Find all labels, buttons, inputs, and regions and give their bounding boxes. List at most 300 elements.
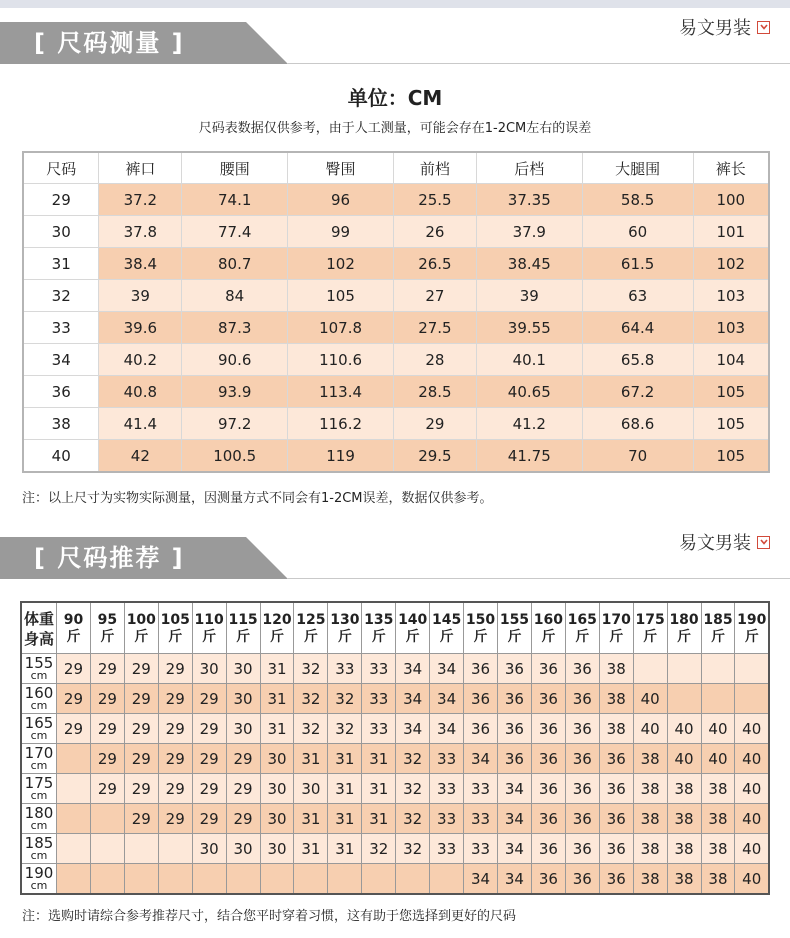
weight-unit: 斤 — [134, 629, 149, 645]
measure-cell: 40.1 — [476, 344, 582, 376]
size-recommend-table — [20, 601, 770, 895]
weight-unit: 斤 — [66, 629, 81, 645]
size-cell: 33 — [430, 744, 464, 774]
size-cell: 36 — [497, 654, 531, 684]
size-cell: 38 — [599, 684, 633, 714]
size-cell: 38 — [701, 804, 735, 834]
weight-unit: 斤 — [643, 629, 658, 645]
size-cell: 29 — [226, 744, 260, 774]
measure-cell: 119 — [288, 440, 394, 473]
size-cell: 29 — [57, 654, 91, 684]
measure-cell: 39 — [99, 280, 182, 312]
size-cell: 36 — [497, 744, 531, 774]
measure-cell: 29 — [393, 408, 476, 440]
table-row — [21, 804, 769, 834]
corner-height-label: 身高 — [23, 630, 54, 648]
weight-value: 125 — [296, 612, 326, 628]
measure-cell: 39 — [476, 280, 582, 312]
size-cell — [57, 834, 91, 864]
measure-cell: 80.7 — [182, 248, 288, 280]
brand-name: 易文男装 — [679, 533, 751, 554]
size-cell: 36 — [531, 834, 565, 864]
size-cell: 36 — [531, 864, 565, 895]
weight-header — [497, 602, 531, 654]
column-header: 大腿围 — [582, 152, 693, 184]
size-cell: 36 — [464, 654, 498, 684]
size-cell: 30 — [23, 216, 99, 248]
measure-cell: 100.5 — [182, 440, 288, 473]
weight-value: 130 — [330, 612, 360, 628]
measure-cell: 37.8 — [99, 216, 182, 248]
size-cell: 32 — [396, 834, 430, 864]
weight-header — [396, 602, 430, 654]
size-cell: 30 — [260, 774, 294, 804]
size-cell: 32 — [328, 684, 362, 714]
size-cell: 40 — [701, 744, 735, 774]
size-cell: 38 — [701, 834, 735, 864]
height-cell — [21, 714, 57, 744]
size-cell — [362, 864, 396, 895]
size-cell: 38 — [633, 864, 667, 895]
weight-value: 100 — [126, 612, 156, 628]
height-unit: cm — [30, 668, 48, 682]
table-row — [21, 684, 769, 714]
weight-unit: 斤 — [269, 629, 284, 645]
table-row — [23, 440, 769, 473]
size-cell: 33 — [362, 684, 396, 714]
weight-value: 90 — [63, 612, 84, 628]
measure-cell: 42 — [99, 440, 182, 473]
size-cell: 29 — [158, 804, 192, 834]
size-cell: 29 — [124, 744, 158, 774]
size-cell: 31 — [294, 744, 328, 774]
size-cell: 32 — [362, 834, 396, 864]
size-cell: 31 — [294, 804, 328, 834]
size-cell — [667, 654, 701, 684]
weight-value: 95 — [97, 612, 118, 628]
brand-label — [679, 14, 770, 40]
measure-cell: 64.4 — [582, 312, 693, 344]
measure-cell: 101 — [693, 216, 769, 248]
weight-unit: 斤 — [236, 629, 251, 645]
weight-header — [362, 602, 396, 654]
size-cell — [90, 804, 124, 834]
measure-cell: 27 — [393, 280, 476, 312]
height-value: 175 — [24, 773, 54, 792]
size-cell — [328, 864, 362, 895]
size-cell: 31 — [328, 774, 362, 804]
size-cell: 34 — [430, 654, 464, 684]
size-cell: 33 — [430, 804, 464, 834]
size-cell: 36 — [565, 804, 599, 834]
height-unit: cm — [30, 758, 48, 772]
size-cell: 36 — [565, 864, 599, 895]
size-cell: 40 — [735, 774, 769, 804]
weight-unit: 斤 — [677, 629, 692, 645]
size-cell — [57, 774, 91, 804]
size-cell: 30 — [226, 684, 260, 714]
weight-value: 185 — [703, 612, 733, 628]
table-row — [21, 744, 769, 774]
height-unit: cm — [30, 728, 48, 742]
weight-value: 115 — [228, 612, 258, 628]
size-cell: 29 — [90, 744, 124, 774]
size-cell: 36 — [531, 714, 565, 744]
weight-unit: 斤 — [541, 629, 556, 645]
weight-value: 190 — [737, 612, 767, 628]
measure-cell: 41.4 — [99, 408, 182, 440]
measure-cell: 40.65 — [476, 376, 582, 408]
weight-value: 140 — [398, 612, 428, 628]
size-cell — [158, 864, 192, 895]
size-cell: 31 — [328, 834, 362, 864]
table-row — [21, 654, 769, 684]
size-cell: 31 — [328, 744, 362, 774]
weight-unit: 斤 — [609, 629, 624, 645]
measure-cell: 74.1 — [182, 184, 288, 216]
size-cell: 36 — [599, 864, 633, 895]
corner-weight-label: 体重 — [23, 610, 54, 628]
unit-title: 单位：CM — [347, 86, 443, 110]
size-cell: 36 — [599, 744, 633, 774]
size-cell: 29 — [192, 744, 226, 774]
size-cell: 32 — [396, 744, 430, 774]
weight-header — [328, 602, 362, 654]
weight-unit: 斤 — [473, 629, 488, 645]
height-value: 180 — [24, 803, 54, 822]
size-cell: 32 — [396, 804, 430, 834]
height-cell — [21, 774, 57, 804]
size-cell: 33 — [464, 834, 498, 864]
size-cell — [57, 744, 91, 774]
size-cell: 31 — [260, 654, 294, 684]
size-cell: 38 — [633, 804, 667, 834]
weight-unit: 斤 — [202, 629, 217, 645]
size-cell: 31 — [294, 834, 328, 864]
measure-cell: 97.2 — [182, 408, 288, 440]
table-row — [23, 344, 769, 376]
height-value: 155 — [24, 653, 54, 672]
size-cell — [396, 864, 430, 895]
weight-header — [430, 602, 464, 654]
weight-header — [158, 602, 192, 654]
measure-cell: 103 — [693, 312, 769, 344]
size-cell: 30 — [192, 654, 226, 684]
measure-cell: 60 — [582, 216, 693, 248]
measure-cell: 28 — [393, 344, 476, 376]
size-cell: 36 — [464, 714, 498, 744]
measure-cell: 40.2 — [99, 344, 182, 376]
weight-value: 110 — [194, 612, 224, 628]
size-cell: 34 — [23, 344, 99, 376]
size-cell: 30 — [192, 834, 226, 864]
column-header: 裤长 — [693, 152, 769, 184]
measure-cell: 41.75 — [476, 440, 582, 473]
size-cell: 29 — [57, 714, 91, 744]
size-cell: 36 — [565, 684, 599, 714]
weight-header — [667, 602, 701, 654]
height-unit: cm — [30, 818, 48, 832]
size-cell: 38 — [667, 774, 701, 804]
size-cell: 29 — [90, 774, 124, 804]
measure-cell: 38.4 — [99, 248, 182, 280]
size-cell: 29 — [192, 714, 226, 744]
height-cell — [21, 654, 57, 684]
size-cell: 30 — [260, 804, 294, 834]
size-cell: 36 — [565, 744, 599, 774]
weight-unit: 斤 — [710, 629, 725, 645]
measure-cell: 107.8 — [288, 312, 394, 344]
banner-rule — [288, 578, 790, 579]
size-cell: 29 — [158, 714, 192, 744]
size-cell: 40 — [735, 714, 769, 744]
size-cell — [667, 684, 701, 714]
size-cell: 30 — [260, 834, 294, 864]
measure-cell: 28.5 — [393, 376, 476, 408]
weight-value: 135 — [364, 612, 394, 628]
size-cell: 36 — [23, 376, 99, 408]
size-cell: 29 — [158, 684, 192, 714]
size-cell — [158, 834, 192, 864]
size-cell: 36 — [531, 684, 565, 714]
section-title-recommend: [ 尺码推荐 ] — [34, 544, 185, 572]
size-cell: 29 — [23, 184, 99, 216]
size-cell: 34 — [497, 834, 531, 864]
size-cell: 36 — [464, 684, 498, 714]
section-title-measure: [ 尺码测量 ] — [34, 29, 185, 57]
weight-unit: 斤 — [337, 629, 352, 645]
measure-cell: 39.55 — [476, 312, 582, 344]
measure-cell: 77.4 — [182, 216, 288, 248]
height-unit: cm — [30, 848, 48, 862]
size-cell: 38 — [701, 864, 735, 895]
measure-note: 注：以上尺寸为实物实际测量，因测量方式不同会有1-2CM误差，数据仅供参考。 — [22, 491, 493, 506]
measure-cell: 61.5 — [582, 248, 693, 280]
size-cell — [192, 864, 226, 895]
size-cell: 31 — [23, 248, 99, 280]
measure-cell: 39.6 — [99, 312, 182, 344]
measure-cell: 37.35 — [476, 184, 582, 216]
weight-header — [633, 602, 667, 654]
size-cell — [735, 684, 769, 714]
size-cell: 29 — [90, 684, 124, 714]
weight-value: 160 — [533, 612, 563, 628]
size-measure-table — [22, 151, 770, 473]
measure-cell: 63 — [582, 280, 693, 312]
weight-header — [192, 602, 226, 654]
size-cell: 40 — [23, 440, 99, 473]
size-cell: 34 — [464, 744, 498, 774]
weight-unit: 斤 — [575, 629, 590, 645]
size-cell: 31 — [260, 684, 294, 714]
size-cell: 36 — [531, 654, 565, 684]
weight-unit: 斤 — [744, 629, 759, 645]
weight-unit: 斤 — [371, 629, 386, 645]
size-cell: 29 — [90, 654, 124, 684]
size-cell: 33 — [430, 774, 464, 804]
weight-header — [599, 602, 633, 654]
size-cell: 29 — [192, 804, 226, 834]
measure-cell: 105 — [693, 376, 769, 408]
size-cell: 34 — [396, 654, 430, 684]
weight-header — [124, 602, 158, 654]
size-cell: 31 — [362, 774, 396, 804]
size-cell: 40 — [633, 684, 667, 714]
weight-header — [531, 602, 565, 654]
measure-cell: 102 — [288, 248, 394, 280]
measure-cell: 100 — [693, 184, 769, 216]
size-cell: 32 — [294, 714, 328, 744]
measure-cell: 65.8 — [582, 344, 693, 376]
weight-header — [701, 602, 735, 654]
size-cell: 36 — [531, 774, 565, 804]
size-cell: 34 — [497, 774, 531, 804]
size-cell — [701, 654, 735, 684]
weight-value: 145 — [431, 612, 462, 628]
measure-cell: 26.5 — [393, 248, 476, 280]
size-cell: 31 — [362, 744, 396, 774]
size-cell: 36 — [565, 834, 599, 864]
size-cell: 32 — [23, 280, 99, 312]
size-cell — [294, 864, 328, 895]
measure-cell: 70 — [582, 440, 693, 473]
measure-cell: 68.6 — [582, 408, 693, 440]
height-cell — [21, 684, 57, 714]
measure-cell: 104 — [693, 344, 769, 376]
size-cell: 36 — [599, 834, 633, 864]
size-cell: 38 — [23, 408, 99, 440]
size-cell: 36 — [531, 804, 565, 834]
size-cell: 34 — [396, 684, 430, 714]
table-row — [23, 248, 769, 280]
chevron-down-icon — [757, 21, 770, 34]
size-cell — [430, 864, 464, 895]
weight-value: 170 — [601, 612, 631, 628]
measure-cell: 99 — [288, 216, 394, 248]
size-cell: 33 — [23, 312, 99, 344]
size-cell — [124, 834, 158, 864]
measure-cell: 113.4 — [288, 376, 394, 408]
weight-value: 155 — [499, 612, 530, 628]
brand-name: 易文男装 — [679, 18, 751, 39]
size-cell: 36 — [599, 774, 633, 804]
height-value: 190 — [24, 863, 54, 882]
size-cell: 30 — [260, 744, 294, 774]
height-value: 170 — [24, 743, 54, 762]
size-cell: 31 — [260, 714, 294, 744]
size-cell: 40 — [735, 834, 769, 864]
weight-value: 105 — [160, 612, 190, 628]
height-value: 160 — [24, 683, 54, 702]
section-banner-measure — [0, 0, 790, 64]
size-cell: 31 — [362, 804, 396, 834]
measure-cell: 40.8 — [99, 376, 182, 408]
size-cell: 40 — [735, 864, 769, 895]
weight-header — [565, 602, 599, 654]
measure-cell: 37.9 — [476, 216, 582, 248]
measure-cell: 25.5 — [393, 184, 476, 216]
height-unit: cm — [30, 698, 48, 712]
column-header: 腰围 — [182, 152, 288, 184]
size-cell: 38 — [633, 744, 667, 774]
size-cell — [260, 864, 294, 895]
weight-value: 175 — [635, 612, 665, 628]
size-cell: 33 — [464, 774, 498, 804]
table-row — [23, 280, 769, 312]
size-cell: 38 — [667, 864, 701, 895]
measure-cell: 102 — [693, 248, 769, 280]
size-cell: 40 — [735, 744, 769, 774]
height-cell — [21, 744, 57, 774]
size-cell: 40 — [735, 804, 769, 834]
size-cell: 36 — [565, 774, 599, 804]
size-cell: 33 — [362, 654, 396, 684]
height-value: 185 — [24, 833, 54, 852]
size-cell: 38 — [667, 834, 701, 864]
size-cell: 32 — [294, 654, 328, 684]
height-cell — [21, 834, 57, 864]
size-cell: 29 — [226, 804, 260, 834]
size-cell — [57, 864, 91, 895]
weight-header — [464, 602, 498, 654]
size-cell: 38 — [667, 804, 701, 834]
column-header: 裤口 — [99, 152, 182, 184]
size-cell — [633, 654, 667, 684]
size-cell — [226, 864, 260, 895]
size-cell: 38 — [633, 834, 667, 864]
size-cell: 29 — [192, 684, 226, 714]
size-cell: 32 — [396, 774, 430, 804]
column-header: 臀围 — [288, 152, 394, 184]
size-cell: 33 — [362, 714, 396, 744]
measure-cell: 41.2 — [476, 408, 582, 440]
size-cell: 36 — [565, 654, 599, 684]
banner-rule — [288, 63, 790, 64]
section-banner-recommend — [0, 515, 790, 579]
height-unit: cm — [30, 788, 48, 802]
size-cell: 29 — [158, 744, 192, 774]
size-cell: 40 — [701, 714, 735, 744]
size-cell: 29 — [158, 654, 192, 684]
measure-cell: 38.45 — [476, 248, 582, 280]
column-header: 前档 — [393, 152, 476, 184]
table-row — [23, 312, 769, 344]
table-row — [23, 184, 769, 216]
measure-cell: 84 — [182, 280, 288, 312]
size-cell: 31 — [328, 804, 362, 834]
size-cell: 36 — [565, 714, 599, 744]
height-unit: cm — [30, 878, 48, 892]
weight-unit: 斤 — [168, 629, 183, 645]
size-cell: 32 — [294, 684, 328, 714]
size-cell: 34 — [464, 864, 498, 895]
measure-cell: 105 — [693, 440, 769, 473]
size-cell — [57, 804, 91, 834]
size-cell: 29 — [90, 714, 124, 744]
size-cell: 40 — [667, 714, 701, 744]
size-cell: 38 — [633, 774, 667, 804]
weight-unit: 斤 — [507, 629, 522, 645]
table-row — [21, 834, 769, 864]
size-cell: 36 — [599, 804, 633, 834]
size-cell: 30 — [226, 714, 260, 744]
height-value: 165 — [24, 713, 54, 732]
measure-cell: 67.2 — [582, 376, 693, 408]
unit-note: 尺码表数据仅供参考，由于人工测量，可能会存在1-2CM左右的误差 — [198, 121, 592, 136]
weight-header — [260, 602, 294, 654]
weight-value: 120 — [262, 612, 292, 628]
weight-unit: 斤 — [405, 629, 420, 645]
